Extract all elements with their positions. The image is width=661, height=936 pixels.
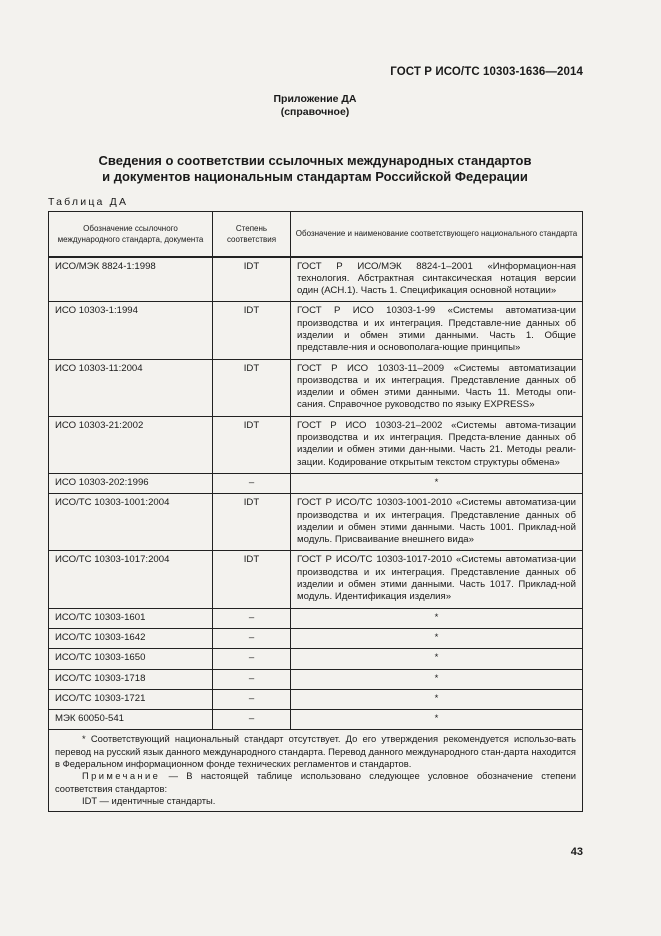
national-standard: *	[291, 689, 583, 709]
national-standard: ГОСТ Р ИСО 10303-21–2002 «Системы автома-тизации производства и их интеграция. Предста-вление данных об изделии и обмен этими дан-ными. Часть 21. Методы реали-зации. Кодирование открытым текстом структуры обмена»	[291, 416, 583, 473]
table-footnote	[49, 730, 583, 812]
international-code: ИСО/ТС 10303-1721	[49, 689, 213, 709]
table-row	[49, 551, 583, 608]
table-row	[49, 416, 583, 473]
table-row	[49, 608, 583, 628]
table-row	[49, 494, 583, 551]
national-standard: ГОСТ Р ИСО 10303-11–2009 «Системы автоматизации производства и их интеграция. Представление данных об изделии и обмен этими данными. Часть 11. Методы опи-сания. Справочное руководство по языку EXPRESS»	[291, 359, 583, 416]
national-standard: *	[291, 669, 583, 689]
international-code: ИСО 10303-21:2002	[49, 416, 213, 473]
table-row	[49, 710, 583, 730]
degree-of-correspondence: –	[213, 649, 291, 669]
header-degree: Степень соответствия	[213, 212, 291, 257]
degree-of-correspondence: –	[213, 669, 291, 689]
degree-of-correspondence: IDT	[213, 416, 291, 473]
footnote-text: * Соответствующий национальный стандарт отсутствует. До его утверждения рекомендуется использо-вать перевод на русский язык данного международного стандарта. Перевод данного международного стан-дарта находится в Федеральном информационном фонде технических регламентов и стандартов.	[55, 733, 576, 769]
appendix-heading	[0, 93, 630, 119]
degree-of-correspondence: IDT	[213, 551, 291, 608]
document-code: ГОСТ Р ИСО/ТС 10303-1636—2014	[390, 66, 583, 78]
international-code: ИСО/ТС 10303-1650	[49, 649, 213, 669]
degree-of-correspondence: IDT	[213, 257, 291, 302]
table-row	[49, 359, 583, 416]
page-number: 43	[570, 846, 583, 858]
degree-of-correspondence: IDT	[213, 359, 291, 416]
international-code: ИСО 10303-11:2004	[49, 359, 213, 416]
table-footnote-row	[49, 730, 583, 812]
international-code: МЭК 60050-541	[49, 710, 213, 730]
international-code: ИСО/ТС 10303-1001:2004	[49, 494, 213, 551]
table-note	[55, 770, 576, 795]
national-standard: *	[291, 473, 583, 493]
national-standard: *	[291, 710, 583, 730]
national-standard: ГОСТ Р ИСО/ТС 10303-1001-2010 «Системы автоматиза-ции производства и их интеграция. Представление данных об изделии и обмен этими данными. Часть 1001. Приклад-ной модуль. Присваивание внешнего вида»	[291, 494, 583, 551]
header-international-standard: Обозначение ссылочного международного стандарта, документа	[49, 212, 213, 257]
degree-of-correspondence: –	[213, 473, 291, 493]
national-standard: ГОСТ Р ИСО 10303-1-99 «Системы автоматиза-ции производства и их интеграция. Представле-ние данных об изделии и обмен этими данными. Часть 1. Общие представле-ния и основополага-ющие принципы»	[291, 302, 583, 359]
appendix-subtitle: (справочное)	[280, 106, 350, 118]
national-standard: *	[291, 628, 583, 648]
legend-text: IDT — идентичные стандарты.	[82, 794, 216, 806]
international-code: ИСО/ТС 10303-1601	[49, 608, 213, 628]
table-label: Таблица ДА	[48, 196, 129, 208]
degree-of-correspondence: –	[213, 608, 291, 628]
national-standard: ГОСТ Р ИСО/ТС 10303-1017-2010 «Системы автоматиза-ции производства и их интеграция. Представление данных об изделии и обмен этими данными. Часть 1017. Приклад-ной модуль. Идентификация изделия»	[291, 551, 583, 608]
degree-of-correspondence: –	[213, 689, 291, 709]
degree-of-correspondence: IDT	[213, 494, 291, 551]
table-row	[49, 628, 583, 648]
degree-of-correspondence: IDT	[213, 302, 291, 359]
note-text: — В настоящей таблице использовано следующее условное обозначение степени соответствия стандартов:	[55, 770, 576, 794]
page-title-line-2: и документов национальным стандартам Российской Федерации	[102, 169, 528, 184]
national-standard: *	[291, 649, 583, 669]
international-code: ИСО/МЭК 8824-1:1998	[49, 257, 213, 302]
page-title-line-1: Сведения о соответствии ссылочных международных стандартов	[98, 153, 532, 168]
international-code: ИСО 10303-202:1996	[49, 473, 213, 493]
appendix-title: Приложение ДА	[273, 93, 357, 105]
national-standard: ГОСТ Р ИСО/МЭК 8824-1–2001 «Информацион-ная технология. Абстрактная синтаксическая нотация версии один (АСН.1). Часть 1. Спецификация основной нотации»	[291, 257, 583, 302]
table-row	[49, 649, 583, 669]
degree-of-correspondence: –	[213, 628, 291, 648]
degree-of-correspondence: –	[213, 710, 291, 730]
international-code: ИСО/ТС 10303-1017:2004	[49, 551, 213, 608]
correspondence-table	[48, 211, 583, 812]
table-row	[49, 689, 583, 709]
header-national-standard: Обозначение и наименование соответствующего национального стандарта	[291, 212, 583, 257]
page-title	[0, 153, 630, 185]
national-standard: *	[291, 608, 583, 628]
table-row	[49, 473, 583, 493]
table-row	[49, 257, 583, 302]
international-code: ИСО/ТС 10303-1718	[49, 669, 213, 689]
note-label: Примечание	[82, 770, 161, 782]
table-row	[49, 669, 583, 689]
international-code: ИСО/ТС 10303-1642	[49, 628, 213, 648]
international-code: ИСО 10303-1:1994	[49, 302, 213, 359]
table-header-row	[49, 212, 583, 257]
table-row	[49, 302, 583, 359]
